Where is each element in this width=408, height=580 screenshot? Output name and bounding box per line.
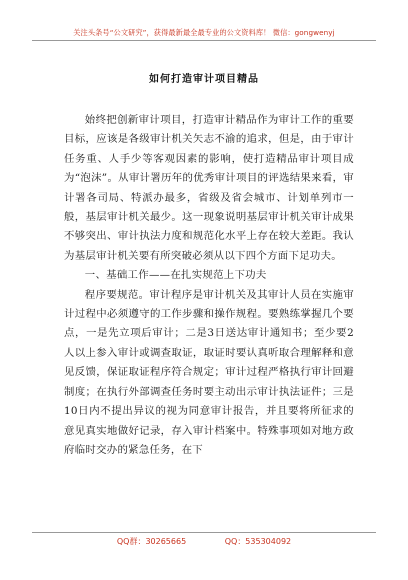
footer-divider — [32, 532, 376, 533]
header-divider — [32, 40, 376, 41]
footer-qq-group: QQ群：30265665 — [116, 537, 187, 546]
body-paragraph: 始终把创新审计项目，打造审计精品作为审计工作的重要目标，应该是各级审计机关矢志不渝的追求，但是，由于审计任务重、人手少等客观因素的影响，使打造精品审计项目成为“泡沫”。从审计署历年的优秀审计项目的评选结果来看，审计署各司局、特派办最多，省级及省会城市、计划单列市一般，基层审计机关最少。这一现象说明基层审计机关审计成果不够突出、审计执法力度和规范化水平上存在较大差距。我认为基层审计机关要有所突破必须从以下四个方面下足功夫。 — [64, 114, 354, 262]
footer-qq: QQ：535304092 — [224, 537, 292, 546]
header-notice: 关注头条号“公文研究”，获得最新最全最专业的公文资料库！ 微信：gongwenyj — [73, 28, 335, 37]
section-heading: 一、基础工作——在扎实规范上下功夫 — [84, 269, 267, 282]
footer-contact — [0, 536, 408, 547]
body-paragraph: 程序要规范。审计程序是审计机关及其审计人员在实施审计过程中必须遵守的工作步骤和操作规程。要熟练掌握几个要点，一是先立项后审计；二是3日送达审计通知书；至少要2人以上参入审计或调查取证，取证时要认真听取合理解释和意见反馈，保证取证程序符合规定；审计过程严格执行审计回避制度；在执行外部调查任务时要主动出示审计执法证件；三是10日内不提出异议的视为同意审计报告，并且要将所征求的意见真实地做好记录，存入审计档案中。特殊事项如对地方政府临时交办的紧急任务，在下 — [64, 288, 354, 456]
document-title: 如何打造审计项目精品 — [149, 74, 259, 85]
document-body — [64, 111, 354, 460]
